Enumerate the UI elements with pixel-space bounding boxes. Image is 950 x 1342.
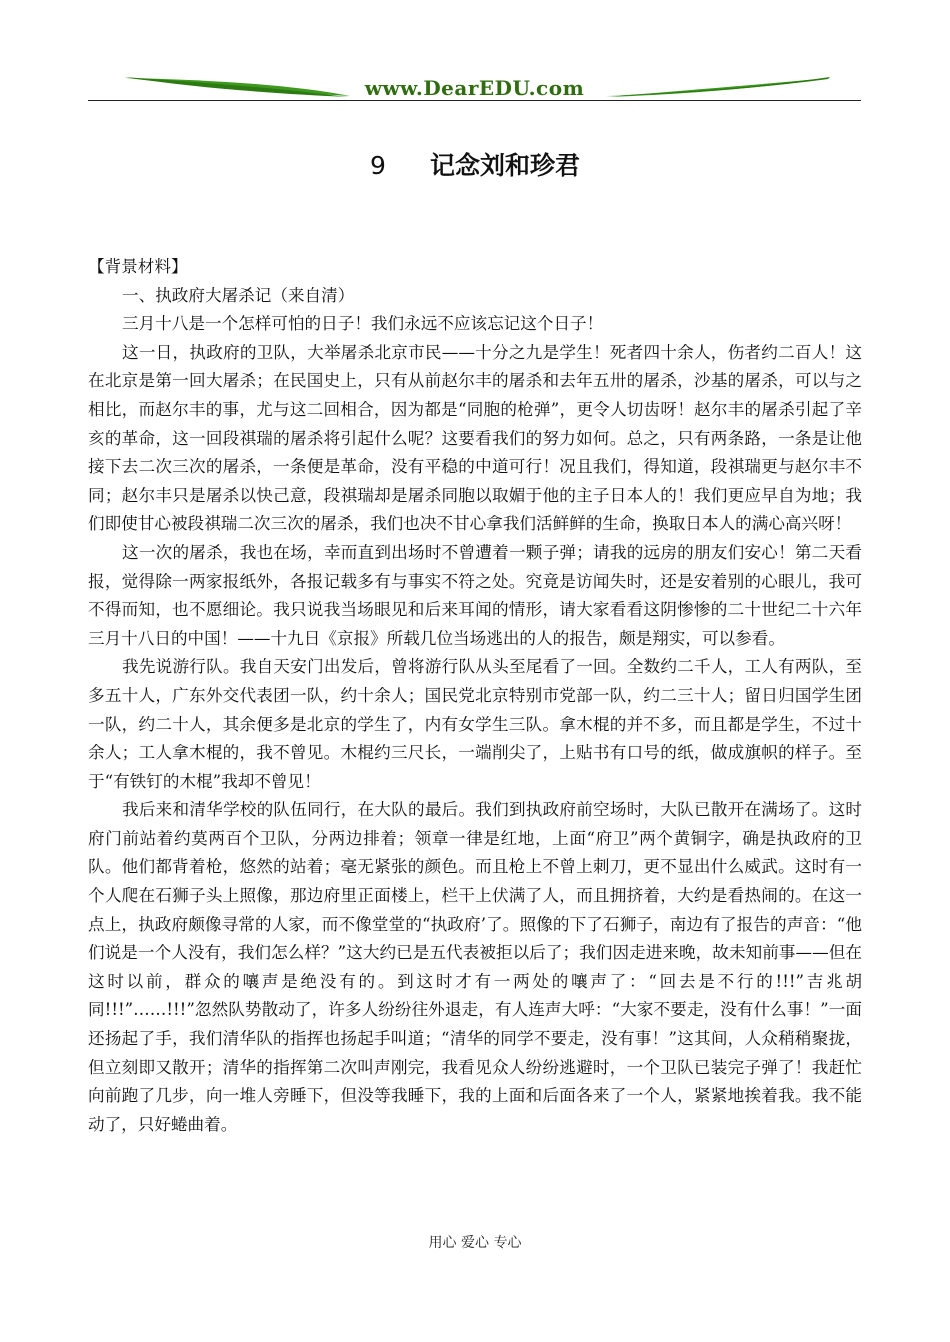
paragraph: 这一日，执政府的卫队，大举屠杀北京市民——十分之九是学生！死者四十余人，伤者约二百人！这在北京是第一回大屠杀；在民国史上，只有从前赵尔丰的屠杀和去年五卅的屠杀，沙基的屠杀，可以与之相比，而赵尔丰的事，尤与这二回相合，因为都是“同胞的枪弹”，更令人切齿呀！赵尔丰的屠杀引起了辛亥的革命，这一回段祺瑞的屠杀将引起什么呢？这要看我们的努力如何。总之，只有两条路，一条是让他接下去二次三次的屠杀，一条便是革命，没有平稳的中道可行！况且我们，得知道，段祺瑞更与赵尔丰不同；赵尔丰只是屠杀以快己意，段祺瑞却是屠杀同胞以取媚于他的主子日本人的！我们更应早自为地；我们即使甘心被段祺瑞二次三次的屠杀，我们也决不甘心拿我们活鲜鲜的生命，换取日本人的满心高兴呀！ (88, 342, 862, 534)
paragraph: 三月十八是一个怎样可怕的日子！我们永远不应该忘记这个日子！ (122, 314, 604, 334)
site-brand-logo: www.DearEDU.com (364, 76, 585, 100)
article-body (88, 253, 862, 1139)
paragraph: 我先说游行队。我自天安门出发后，曾将游行队从头至尾看了一回。全数约二千人，工人有两队，至多五十人，广东外交代表团一队，约十余人；国民党北京特别市党部一队，约二三十人；留日归国学生团一队，约二十人，其余便多是北京的学生了，内有女学生三队。拿木棍的并不多，而且都是学生，不过十余人；工人拿木棍的，我不曾见。木棍约三尺长，一端削尖了，上贴书有口号的纸，做成旗帜的样子。至于“有铁钉的木棍”我却不曾见！ (88, 657, 862, 791)
site-header (88, 70, 861, 104)
paragraph: 我后来和清华学校的队伍同行，在大队的最后。我们到执政府前空场时，大队已散开在满场了。这时府门前站着约莫两百个卫队，分两边排着；领章一律是红地，上面“府卫”两个黄铜字，确是执政府的卫队。他们都背着枪，悠然的站着；毫无紧张的颜色。而且枪上不曾上刺刀，更不显出什么威武。这时有一个人爬在石狮子头上照像，那边府里正面楼上，栏干上伏满了人，而且拥挤着，大约是看热闹的。在这一点上，执政府颇像寻常的人家，而不像堂堂的“执政府’了。照像的下了石狮子，南边有了报告的声音：“他们说是一个人没有，我们怎么样？”这大约已是五代表被拒以后了；我们因走进来晚，故未知前事——但在这时以前，群众的嚷声是绝没有的。到这时才有一两处的嚷声了：“回去是不行的!!!”吉兆胡同!!!”……!!!”忽然队势散动了，许多人纷纷往外退走，有人连声大呼：“大家不要走，没有什么事！”一面还扬起了手，我们清华队的指挥也扬起手叫道；“清华的同学不要走，没有事！”这其间，人众稍稍聚拢，但立刻即又散开；清华的指挥第二次叫声刚完，我看见众人纷纷逃避时，一个卫队已装完子弹了！我赶忙向前跑了几步，向一堆人旁睡下，但没等我睡下，我的上面和后面各来了一个人，紧紧地挨着我。我不能动了，只好蜷曲着。 (88, 800, 862, 1134)
header-divider (88, 100, 861, 101)
article-title (0, 146, 950, 182)
lesson-title: 记念刘和珍君 (429, 151, 580, 180)
section-label: 【背景材料】 (88, 257, 188, 276)
section-subtitle: 一、执政府大屠杀记（来自清） (122, 285, 355, 305)
paragraph: 这一次的屠杀，我也在场，幸而直到出场时不曾遭着一颗子弹；请我的远房的朋友们安心！第二天看报，觉得除一两家报纸外，各报记载多有与事实不符之处。究竟是访闻失时，还是安着别的心眼儿，我可不得而知，也不愿细论。我只说我当场眼见和后来耳闻的情形，请大家看看这阴惨惨的二十世纪二十六年三月十八日的中国！——十九日《京报》所载几位当场逃出的人的报告，颇是翔实，可以参看。 (88, 542, 862, 648)
lesson-number: 9 (370, 151, 386, 180)
page-footer: 用心 爱心 专心 (428, 1235, 522, 1251)
